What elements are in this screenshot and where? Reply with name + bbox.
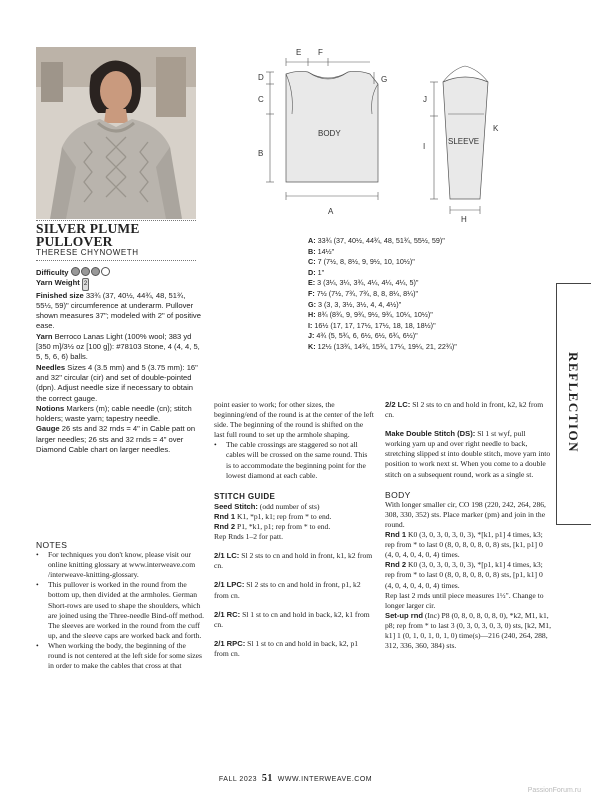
specs-block — [36, 267, 204, 455]
difficulty-dot — [81, 267, 90, 276]
notions — [36, 404, 204, 425]
gauge — [36, 424, 204, 455]
seed-rnd1 — [214, 512, 374, 522]
watermark: PassionForum.ru — [527, 787, 581, 794]
measurement-value: 7½ (7½, 7¾, 7¾, 8, 8, 8¼, 8¼)" — [314, 288, 419, 298]
stitch-22lc-text: Sl 2 sts to cn and hold in front, k2, k2 from cn. — [385, 400, 544, 420]
measurement-row — [308, 310, 457, 321]
seed-stitch-label: Seed Stitch: — [214, 501, 258, 511]
label-a: A — [328, 207, 334, 216]
stitch-21lpc-text: Sl 2 sts to cn and hold in front, p1, k2 from cn. — [214, 580, 361, 600]
notes-continued: point easier to work; for other sizes, the beginning/end of the round is at the center of the left side. The beginning of the round is shifted on the last full round to set up the armhole shaping. — [214, 400, 374, 440]
difficulty-dots — [71, 268, 111, 277]
stitch-22lc-label: 2/2 LC: — [385, 400, 411, 409]
label-h: H — [461, 215, 467, 224]
measurement-row — [308, 236, 457, 247]
notes-list-continued — [214, 440, 374, 480]
designer-name: THERESE CHYNOWETH — [36, 248, 139, 257]
double-stitch-text: Sl 1 st wyf, pull working yarn up and over right needle to back, stretching slipped st into double stitch, move yarn into position to work next st. When you come to a double stitch on a subsequent round, work as a single st. — [385, 429, 551, 479]
measurement-row — [308, 257, 457, 268]
body-rnd2-text: K0 (3, 0, 3, 0, 3, 0, 3), *[p1, k1] 4 times, k3; rep from * to last 0 (8, 0, 8, 0, 8, 0, 8) sts, [p1, k1] 0 (4, 0, 4, 0, 4, 0, 4) times. — [385, 560, 543, 590]
seed-rnd1-label: Rnd 1 — [214, 511, 236, 521]
yarn-text: Berroco Lanas Light (100% wool; 383 yd [350 m]/3½ oz [100 g]): #78103 Stone, 4 (4, 4, 5, 5, 5, 6, 6) balls. — [36, 331, 200, 362]
note-item: • When working the body, the beginning of the round is not centered at the left side for some sizes in order to make the cables that cross at that — [36, 641, 204, 671]
footer-site: WWW.INTERWEAVE.COM — [277, 776, 373, 783]
measurement-key: I: — [308, 320, 313, 330]
label-f: F — [318, 48, 323, 57]
label-e: E — [296, 48, 302, 57]
measurement-row — [308, 268, 457, 279]
body-setup — [385, 611, 551, 651]
yarn — [36, 332, 204, 363]
seed-stitch-text: (odd number of sts) — [257, 501, 320, 511]
measurement-value: 4¾ (5, 5¾, 6, 6½, 6½, 6¾, 6½)" — [314, 331, 418, 341]
stitch-21lc-label: 2/1 LC: — [214, 551, 240, 561]
measurement-key: F: — [308, 288, 315, 298]
stitch-21lpc — [214, 580, 374, 600]
measurement-row — [308, 278, 457, 289]
model-photo — [36, 47, 196, 219]
stitch-21rpc-text: Sl 1 st to cn and hold in back, k2, p1 from cn. — [214, 638, 359, 658]
double-stitch — [385, 429, 551, 479]
measurement-row — [308, 342, 457, 353]
measurement-key: C: — [308, 257, 316, 267]
stitch-21lc — [214, 551, 374, 571]
body-repeat: Rep last 2 rnds until piece measures 1½". Change to longer larger cir. — [385, 590, 544, 610]
body-rnd2-label: Rnd 2 — [385, 560, 407, 570]
body-rnd1-text: K0 (3, 0, 3, 0, 3, 0, 3), *[k1, p1] 4 times, k3; rep from * to last 0 (8, 0, 8, 0, 8, 0, 8) sts, [k1, p1] 0 (4, 0, 4, 0, 4, 0, 4) times. — [385, 530, 543, 560]
label-g: G — [381, 75, 388, 84]
seed-rnd2 — [214, 522, 374, 532]
measurement-key: K: — [308, 341, 316, 351]
measurement-value: 3 (3¼, 3¼, 3¾, 4¼, 4¼, 4¼, 5)" — [315, 278, 419, 288]
page-number: 51 — [261, 773, 273, 784]
label-body: BODY — [318, 129, 341, 138]
notes-list — [36, 550, 204, 671]
stitch-21lc-text: Sl 2 sts to cn and hold in front, k1, k2 from cn. — [214, 551, 373, 571]
measurement-value: 3 (3, 3, 3½, 3½, 4, 4, 4½)" — [315, 299, 402, 309]
pattern-title-line2: PULLOVER — [36, 234, 113, 249]
label-b: B — [258, 149, 264, 158]
seed-rnd1-text: K1, *p1, k1; rep from * to end. — [235, 511, 332, 521]
note-item: • For techniques you don't know, please visit our online knitting glossary at www.interweave.com /interweave-knitting-glossary. — [36, 550, 204, 580]
gauge-label: Gauge — [36, 424, 60, 434]
yarn-weight-row — [36, 278, 204, 290]
difficulty-label: Difficulty — [36, 268, 69, 277]
note-cables: • The cable crossings are staggered so not all cables will be crossed on the same round. This is to accommodate the beginning point for the lowest diamond at each cable. — [214, 440, 374, 480]
body-setup-text: (Inc) P8 (0, 8, 0, 8, 0, 8, 0), *k2, M1, k1, p8; rep from * to last 3 (0, 3, 0, 3, 0, 3, 0) sts, [k2, M1, k1] 1 (0, 1, 0, 1, 0, 1, 0) time(s)—216 (240, 264, 288, 312, 336, 360, 384) sts. — [385, 610, 551, 651]
measurements-list — [308, 236, 457, 353]
measurement-key: G: — [308, 299, 316, 309]
stitch-21rpc — [214, 639, 374, 659]
section-tab — [556, 283, 591, 525]
section-tab-label: REFLECTION — [566, 352, 581, 453]
measurement-value: 1" — [315, 267, 325, 277]
notes-heading: NOTES — [36, 540, 68, 550]
label-k: K — [493, 124, 499, 133]
schematic-diagram — [248, 44, 510, 224]
note-item: • This pullover is worked in the round from the bottom up, then divided at the armholes. German Short-rows are used to shape the shoulders, which are joined using the Three-needle Bind-off method. The sleeves are worked in the round from the cuff up, and the sleeve caps are worked back and forth. — [36, 580, 204, 641]
difficulty-dot — [71, 267, 80, 276]
column-two — [214, 400, 374, 659]
measurement-row — [308, 331, 457, 342]
stitch-21lpc-label: 2/1 LPC: — [214, 580, 245, 590]
measurement-value: 14½" — [315, 246, 335, 256]
seed-stitch — [214, 502, 374, 512]
measurement-row — [308, 289, 457, 300]
yarn-weight-icon: 2 — [82, 278, 89, 290]
body-rnd1-label: Rnd 1 — [385, 530, 407, 540]
measurement-key: D: — [308, 267, 316, 277]
label-sleeve: SLEEVE — [448, 137, 480, 146]
double-stitch-label: Make Double Stitch (DS): — [385, 429, 476, 439]
needles — [36, 363, 204, 404]
pattern-title-line1: SILVER PLUME — [36, 221, 140, 236]
label-d: D — [258, 73, 264, 82]
measurement-row — [308, 300, 457, 311]
notes-section — [36, 540, 204, 671]
needles-label: Needles — [36, 362, 66, 372]
label-c: C — [258, 95, 264, 104]
measurement-value: 33¾ (37, 40½, 44¾, 48, 51¾, 55½, 59)" — [315, 236, 445, 245]
measurement-row — [308, 321, 457, 332]
measurement-key: E: — [308, 278, 316, 288]
seed-repeat: Rep Rnds 1–2 for patt. — [214, 532, 283, 542]
seed-rnd2-text: P1, *k1, p1; rep from * to end. — [235, 522, 331, 532]
yarn-label: Yarn — [36, 331, 53, 341]
photo-illustration — [36, 47, 196, 219]
seed-rnd2-label: Rnd 2 — [214, 522, 236, 532]
column-three — [385, 400, 551, 651]
body-intro: With longer smaller cir, CO 198 (220, 242, 264, 286, 308, 330, 352) sts. Place marker (pm) and join in the round. — [385, 499, 546, 529]
stitch-21rc-text: Sl 1 st to cn and hold in back, k2, k1 from cn. — [214, 609, 370, 629]
yarn-weight-label: Yarn Weight — [36, 278, 80, 288]
needles-text: Sizes 4 (3.5 mm) and 5 (3.75 mm): 16" and 32" circular (cir) and set of double-pointed (dpn). Adjust needle size if necessary to obtain the correct gauge. — [36, 362, 198, 403]
measurement-value: 12½ (13¾, 14¾, 15¾, 17¼, 19¼, 21, 22¾)" — [315, 341, 457, 351]
label-j: J — [423, 95, 427, 104]
stitch-21rpc-label: 2/1 RPC: — [214, 638, 246, 648]
finished-size-text: 33¾ (37, 40½, 44¾, 48, 51¾, 55½, 59)" circumference at underarm. Pullover shown measures 37"; modeled with 2" of positive ease. — [36, 290, 201, 331]
difficulty-row — [36, 267, 204, 278]
finished-size-label: Finished size — [36, 290, 84, 300]
stitch-21rc — [214, 610, 374, 630]
stitch-22lc — [385, 400, 551, 420]
body-rnd2 — [385, 560, 551, 590]
measurement-value: 7 (7½, 8, 8½, 9, 9½, 10, 10½)" — [315, 257, 415, 267]
gauge-text: 26 sts and 32 rnds = 4" in Cable patt on larger needles; 26 sts and 32 rnds = 4" over Diamond Cable chart on larger needles. — [36, 424, 196, 455]
measurement-value: 8¾ (8¾, 9, 9¾, 9½, 9¾, 10¼, 10½)" — [315, 310, 433, 320]
body-setup-label: Set-up rnd — [385, 610, 423, 620]
notions-label: Notions — [36, 403, 65, 413]
measurement-row — [308, 247, 457, 258]
title-rule-bottom — [36, 260, 196, 261]
difficulty-dot — [101, 267, 110, 276]
measurement-key: J: — [308, 331, 315, 341]
notions-text: Markers (m); cable needle (cn); stitch holders; waste yarn; tapestry needle. — [36, 403, 192, 424]
measurement-key: H: — [308, 310, 316, 320]
finished-size — [36, 291, 204, 332]
difficulty-dot — [91, 267, 100, 276]
pattern-title — [36, 222, 140, 248]
footer-issue: FALL 2023 — [218, 776, 258, 783]
stitch-21rc-label: 2/1 RC: — [214, 609, 241, 619]
stitch-guide-heading: STITCH GUIDE — [214, 491, 276, 501]
measurement-key: B: — [308, 246, 316, 256]
body-heading: BODY — [385, 489, 411, 500]
body-rnd1 — [385, 530, 551, 560]
measurement-key: A: — [308, 236, 316, 245]
label-i: I — [423, 142, 426, 151]
measurement-value: 16½ (17, 17, 17½, 17½, 18, 18, 18½)" — [312, 320, 436, 330]
page-footer — [0, 773, 591, 784]
body-shape — [286, 71, 378, 182]
